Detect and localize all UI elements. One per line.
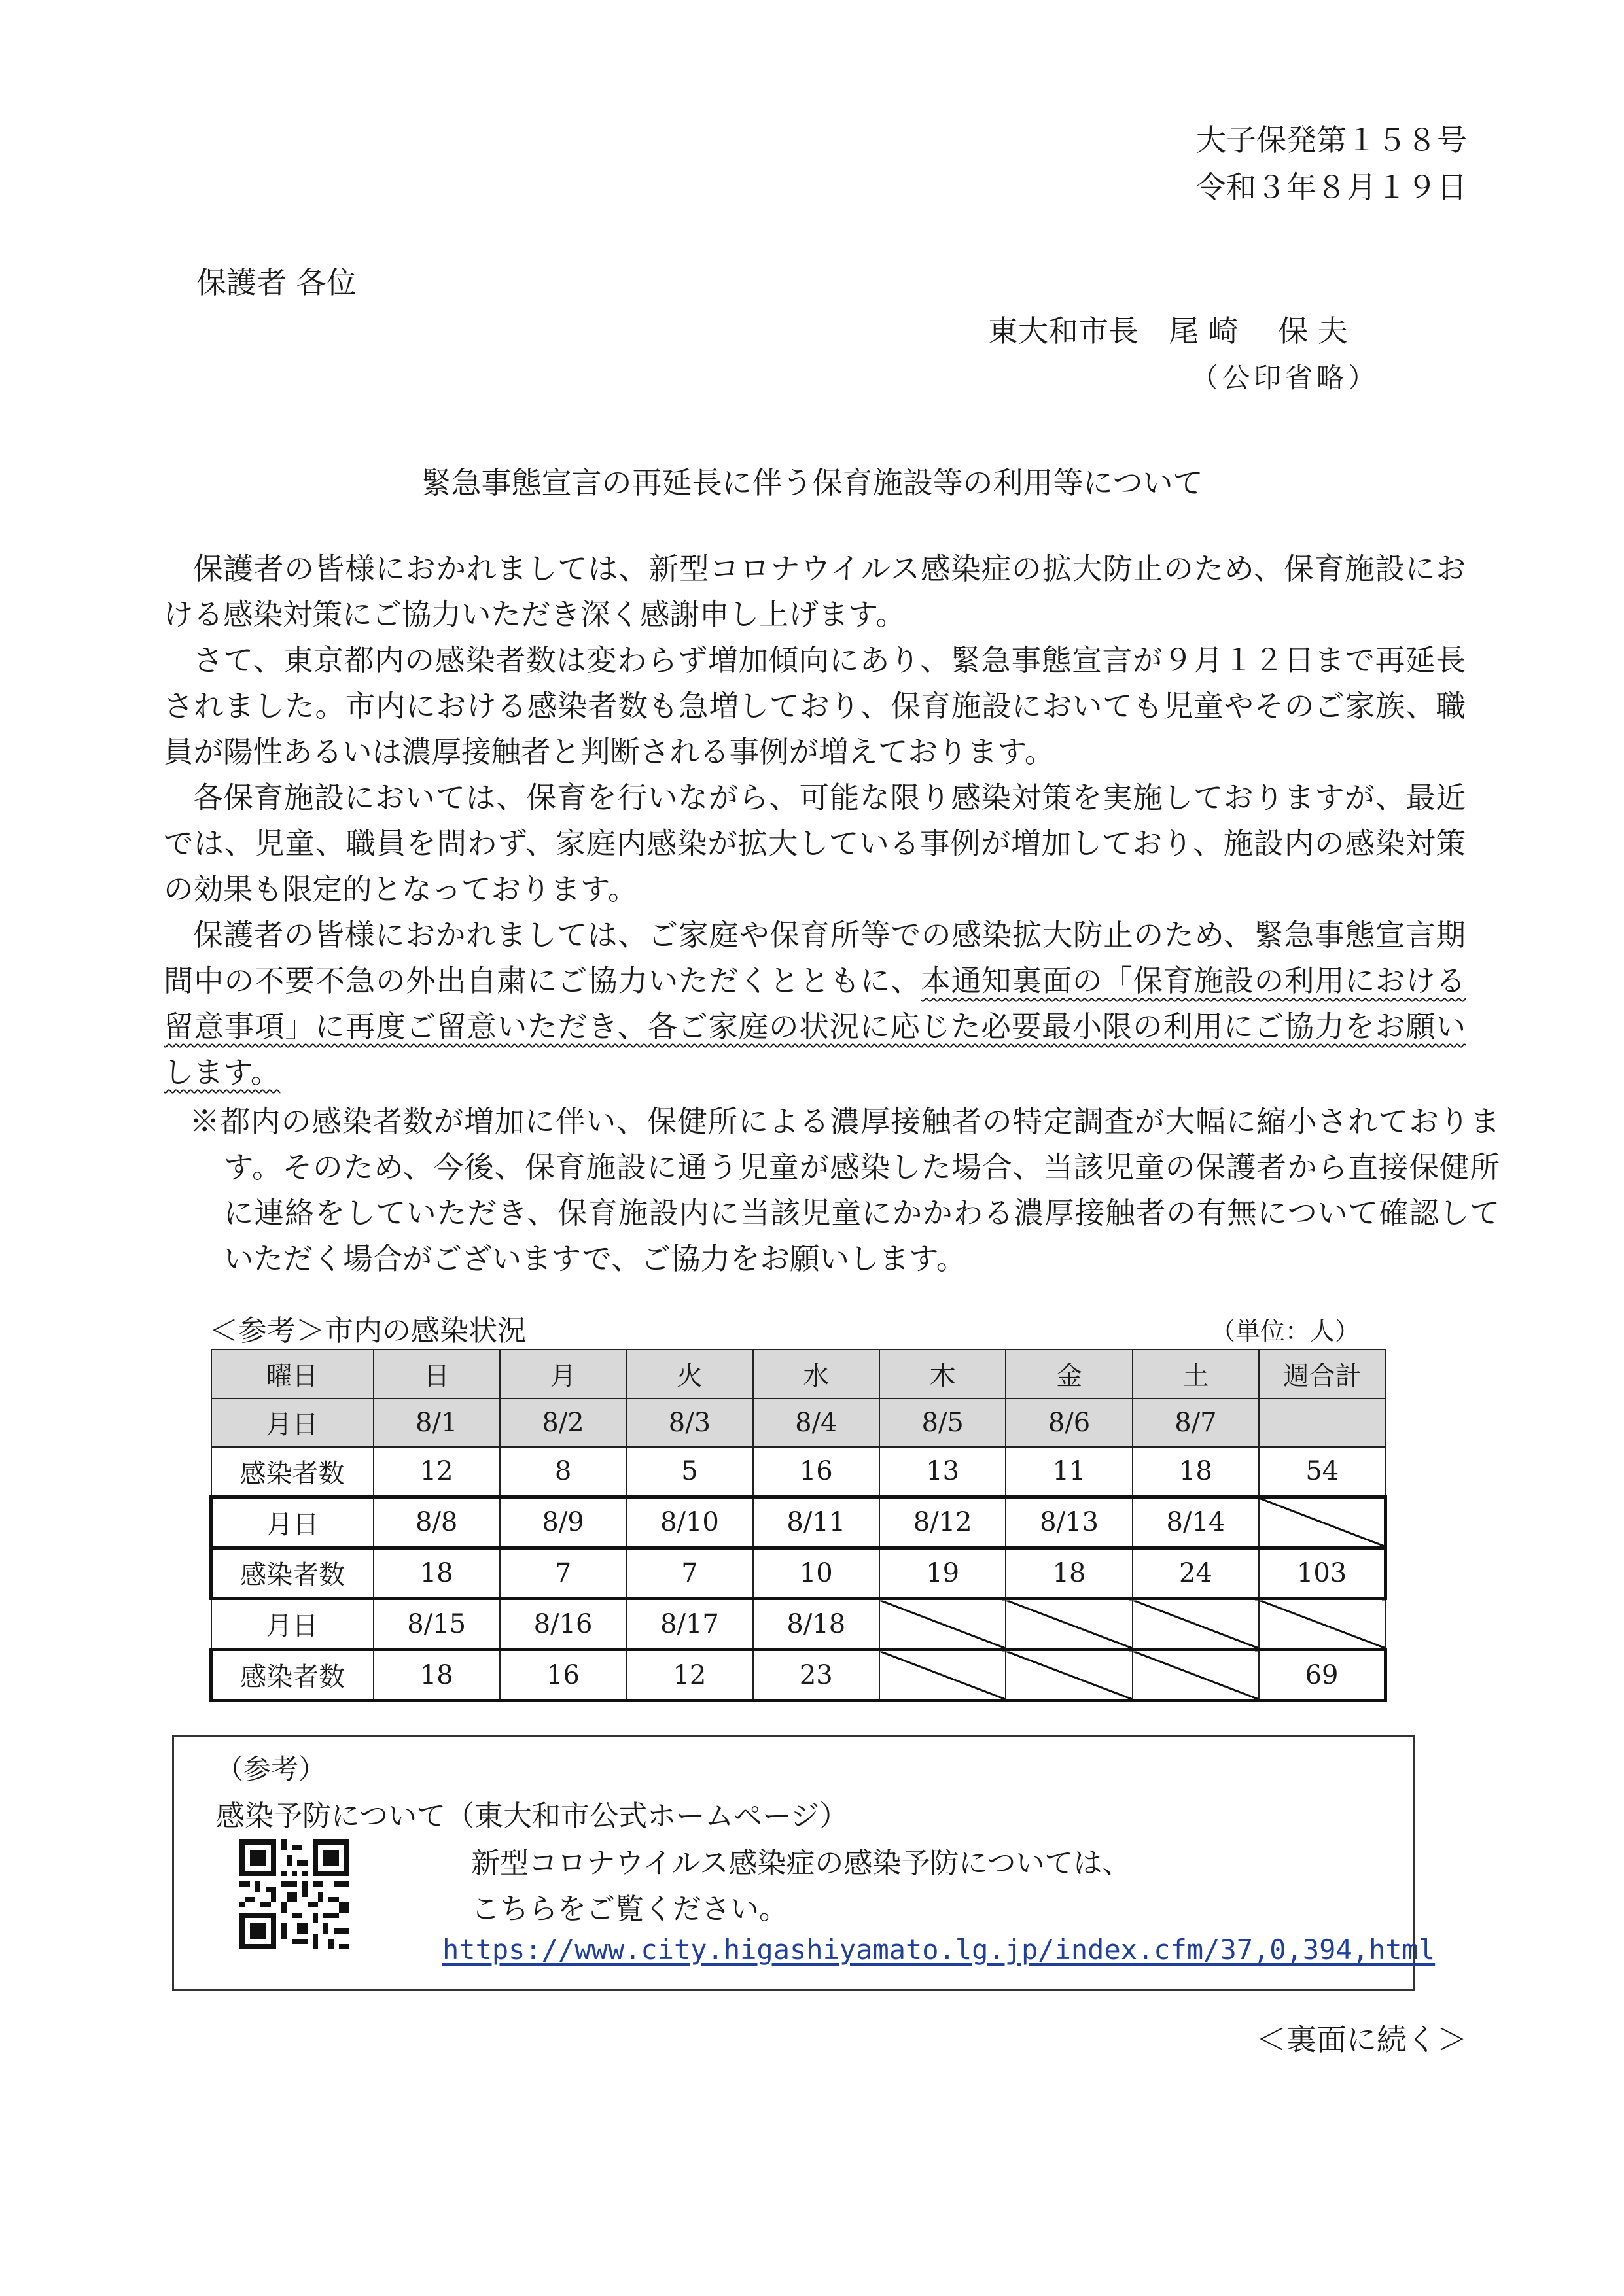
table-cell: 7	[500, 1548, 626, 1599]
table-cell: 18	[374, 1650, 500, 1701]
page-title: 緊急事態宣言の再延長に伴う保育施設等の利用等について	[421, 465, 1203, 500]
table-cell: 19	[879, 1548, 1006, 1599]
empty-cell	[1259, 1599, 1385, 1650]
table-cell: 8/7	[1133, 1399, 1259, 1448]
sender: 東大和市長 尾 崎 保 夫	[988, 313, 1348, 349]
qr-code-icon[interactable]	[239, 1839, 349, 1949]
header-cell: 木	[879, 1349, 1006, 1399]
empty-cell	[1006, 1650, 1132, 1701]
empty-cell	[879, 1650, 1006, 1701]
recipient: 保護者 各位	[196, 265, 357, 300]
row-label: 月日	[211, 1599, 374, 1650]
row-label: 感染者数	[211, 1650, 374, 1701]
table-cell: 7	[626, 1548, 752, 1599]
table-cell: 24	[1133, 1548, 1259, 1599]
table-cell: 8/13	[1006, 1497, 1132, 1548]
table-cell: 5	[626, 1447, 752, 1497]
weekly-total: 69	[1259, 1650, 1385, 1701]
table-cell: 8/8	[374, 1497, 500, 1548]
table-cell: 8/18	[753, 1599, 879, 1650]
body-text	[164, 546, 1466, 1096]
table-caption: ＜参考＞市内の感染状況	[209, 1314, 526, 1348]
table-cell: 18	[374, 1548, 500, 1599]
table-row-counts-week3	[211, 1650, 1386, 1701]
paragraph-3: 各保育施設においては、保育を行いながら、可能な限り感染対策を実施しておりますが、最近では、児童、職員を問わず、家庭内感染が拡大している事例が増加しており、施設内の感染対策の効果も限定的となっております。	[164, 780, 1466, 907]
empty-cell	[879, 1599, 1006, 1650]
table-cell: 8/17	[626, 1599, 752, 1650]
table-row-dates-week2	[211, 1497, 1386, 1548]
row-label: 感染者数	[211, 1548, 374, 1599]
seal-note: （公印省略）	[1191, 362, 1380, 394]
row-label: 月日	[211, 1399, 374, 1448]
table-cell: 8/14	[1133, 1497, 1259, 1548]
weekly-total: 54	[1259, 1447, 1385, 1497]
table-cell: 8/16	[500, 1599, 626, 1650]
reference-label: （参考）	[216, 1753, 327, 1785]
table-cell: 8/2	[500, 1399, 626, 1448]
paragraph-1: 保護者の皆様におかれましては、新型コロナウイルス感染症の拡大防止のため、保育施設における感染対策にご協力いただき深く感謝申し上げます。	[164, 551, 1466, 632]
reference-heading: 感染予防について（東大和市公式ホームページ）	[216, 1800, 849, 1833]
note-text: ※都内の感染者数が増加に伴い、保健所による濃厚接触者の特定調査が大幅に縮小されております。そのため、今後、保育施設に通う児童が感染した場合、当該児童の保護者から直接保健所に連絡をしていただき、保育施設内に当該児童にかかわる濃厚接触者の有無について確認していただく場合がございますで、ご協力をお願いします。	[190, 1104, 1500, 1276]
table-cell: 12	[626, 1650, 752, 1701]
table-cell: 8/11	[753, 1497, 879, 1548]
weekly-total: 103	[1259, 1548, 1385, 1599]
table-cell: 8	[500, 1447, 626, 1497]
table-cell: 8/3	[626, 1399, 752, 1448]
empty-cell	[1006, 1599, 1132, 1650]
table-cell: 18	[1133, 1447, 1259, 1497]
table-cell: 8/6	[1006, 1399, 1132, 1448]
table-row-dates-week3	[211, 1599, 1386, 1650]
empty-cell	[1259, 1497, 1385, 1548]
table-cell: 13	[879, 1447, 1006, 1497]
table-cell: 8/12	[879, 1497, 1006, 1548]
reference-url-link[interactable]: https://www.city.higashiyamato.lg.jp/index.cfm/37,0,394,html	[442, 1934, 1436, 1966]
reference-description-line-1: 新型コロナウイルス感染症の感染予防については、	[471, 1847, 1131, 1880]
header-cell: 金	[1006, 1349, 1132, 1399]
header-cell: 日	[374, 1349, 500, 1399]
table-cell: 11	[1006, 1447, 1132, 1497]
table-row-counts-week2	[211, 1548, 1386, 1599]
emphasized-request: 本通知裏面の「保育施設の利用における留意事項」に再度ご留意いただき、各ご家庭の状況に応じた必要最小限の利用にご協力をお願いします。	[164, 964, 1466, 1090]
header-cell: 土	[1133, 1349, 1259, 1399]
paragraph-2: さて、東京都内の感染者数は変わらず増加傾向にあり、緊急事態宣言が９月１２日まで再延長されました。市内における感染者数も急増しており、保育施設においても児童やそのご家族、職員が陽性あるいは濃厚接触者と判断される事例が増えております。	[164, 643, 1466, 769]
table-cell: 16	[753, 1447, 879, 1497]
table-cell: 23	[753, 1650, 879, 1701]
table-cell: 8/1	[374, 1399, 500, 1448]
table-cell: 16	[500, 1650, 626, 1701]
continued-on-back: ＜裏面に続く＞	[1256, 2022, 1467, 2057]
table-row-counts-week1	[211, 1447, 1386, 1497]
table-row-dates-week1	[211, 1399, 1386, 1448]
paragraph-4	[164, 913, 1466, 1096]
infection-table	[209, 1349, 1387, 1702]
table-cell: 8/4	[753, 1399, 879, 1448]
table-cell: 8/5	[879, 1399, 1006, 1448]
table-cell: 8/10	[626, 1497, 752, 1548]
document-number: 大子保発第１５８号	[1196, 122, 1467, 158]
table-cell: 8/9	[500, 1497, 626, 1548]
table-cell: 12	[374, 1447, 500, 1497]
header-cell: 週合計	[1259, 1349, 1385, 1399]
header-cell: 曜日	[211, 1349, 374, 1399]
header-cell: 月	[500, 1349, 626, 1399]
reference-description-line-2: こちらをご覧ください。	[471, 1892, 788, 1926]
paragraph-4-text: 保護者の皆様におかれましては、ご家庭や保育所等での感染拡大防止のため、緊急事態宣言期間中の不要不急の外出自粛にご協力いただくとともに、	[164, 918, 1466, 998]
table-header-row	[211, 1349, 1386, 1399]
header-cell: 水	[753, 1349, 879, 1399]
table-cell: 8/15	[374, 1599, 500, 1650]
table-unit: （単位：人）	[1210, 1317, 1360, 1346]
header-cell: 火	[626, 1349, 752, 1399]
empty-cell	[1133, 1599, 1259, 1650]
table-cell: 10	[753, 1548, 879, 1599]
empty-cell	[1133, 1650, 1259, 1701]
row-label: 月日	[211, 1497, 374, 1548]
row-label: 感染者数	[211, 1447, 374, 1497]
table-cell: 18	[1006, 1548, 1132, 1599]
empty-cell	[1259, 1399, 1385, 1448]
document-date: 令和３年８月１９日	[1196, 169, 1467, 205]
